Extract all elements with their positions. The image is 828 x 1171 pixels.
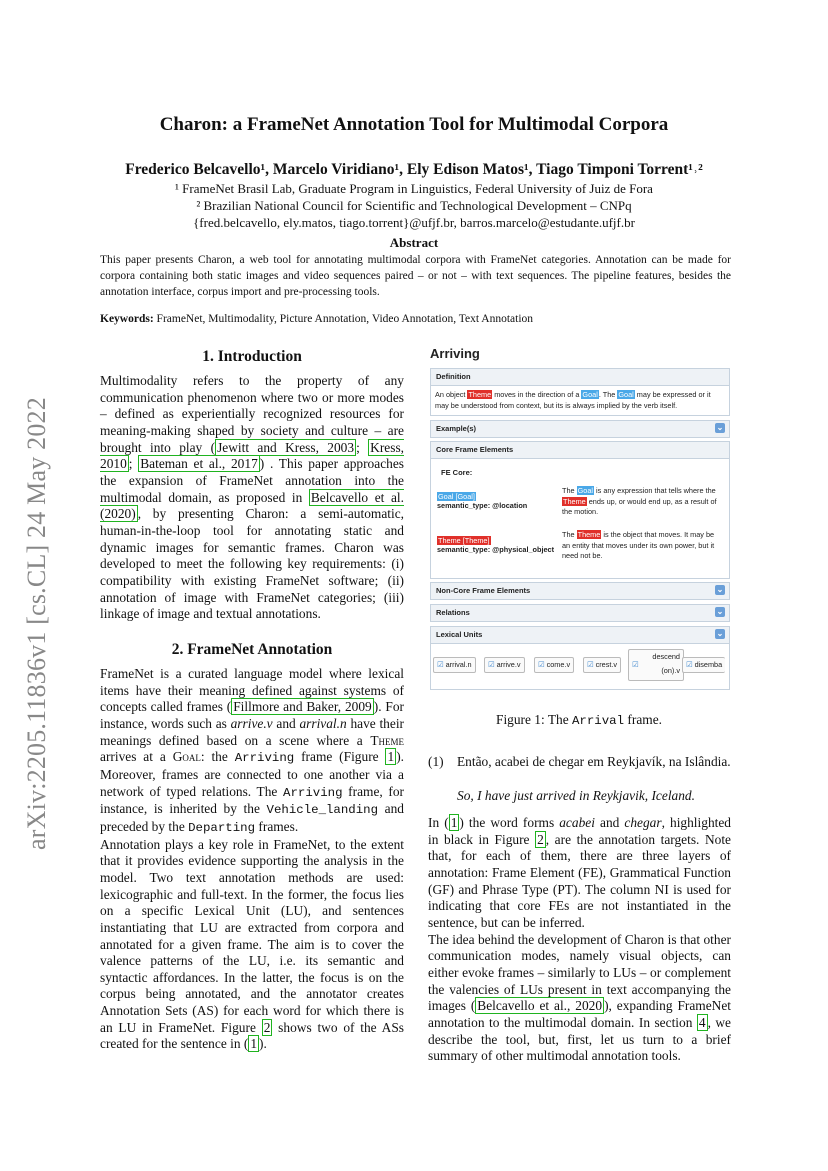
relations-panel[interactable] — [430, 604, 730, 622]
lu-button[interactable] — [433, 657, 476, 673]
right-column-body: In ( 1 ) the word forms acabei and chegar, highlighted in black in Figure 2 , are the annotation targets. Note that, for each of them, there are three layers of annotation: Frame Element (FE), Grammatical Function (GF) and Phrase Type (PT). The column NI is used for indicating that core FEs are not instantiated in the sentence, but can be inferred. The idea behind the development of Charon is that other communication modes, namely visual objects, can either evoke frames – similarly to LUs – or complement the valencies of LUs present in text accompanying the images ( Belcavello et al., 2020 ), expanding FrameNet annotation to the multimodal domain. In section 4 , we describe the tool, but, first, let us turn to a brief summary of other multimodal annotation tools. — [428, 815, 732, 1064]
edit-icon: ☑ — [587, 660, 594, 669]
goal-tag: Goal [Goal] — [438, 492, 475, 501]
core-label: Core Frame Elements — [431, 442, 729, 459]
collapse-icon[interactable]: ⌄ — [716, 629, 724, 638]
lu-button[interactable] — [628, 649, 684, 681]
edit-icon: ☑ — [686, 660, 693, 669]
lu-button[interactable] — [583, 657, 621, 673]
affiliation-2: ² Brazilian National Council for Scientific and Technological Development – CNPq — [196, 198, 632, 213]
keywords-label: Keywords: — [100, 313, 154, 325]
lu-label: arrive.v — [496, 660, 521, 669]
lu-button[interactable] — [534, 657, 574, 673]
core-frame-elements-panel — [430, 441, 730, 579]
relations-label: Relations — [436, 608, 470, 617]
lexical-units-label: Lexical Units — [436, 630, 483, 639]
caption-prefix: Figure 1: The — [496, 712, 572, 727]
keywords-text: FrameNet, Multimodality, Picture Annotation, Video Annotation, Text Annotation — [156, 313, 534, 325]
caption-suffix: frame. — [624, 712, 662, 727]
example-english: So, I have just arrived in Reykjavik, Iceland. — [457, 788, 695, 803]
noncore-label: Non-Core Frame Elements — [436, 586, 531, 595]
lu-button[interactable] — [484, 657, 525, 673]
affiliation-1: ¹ FrameNet Brasil Lab, Graduate Program in Linguistics, Federal University of Juiz de Fora — [175, 181, 653, 196]
frame-name: Arriving — [430, 346, 480, 361]
author-list: Frederico Belcavello¹, Marcelo Viridiano¹, Ely Edison Matos¹, Tiago Timponi Torrent¹˒² — [125, 161, 703, 178]
expand-icon[interactable]: ⌄ — [716, 423, 724, 432]
definition-label: Definition — [431, 369, 729, 386]
abstract-text: This paper presents Charon, a web tool for annotating multimodal corpora with FrameNet categories. Annotation can be made for corpora containing both static images and video sequences paired – or not – with text sequences. The pipeline features, besides the annotation interface, corpus import and pre-processing tools. — [100, 254, 731, 298]
edit-icon: ☑ — [437, 660, 444, 669]
theme-tag: Theme [Theme] — [438, 536, 490, 545]
lu-button[interactable] — [682, 657, 725, 673]
lexical-units-panel — [430, 626, 730, 690]
section-heading-introduction: 1. Introduction — [202, 348, 302, 365]
section-heading-framenet-annotation: 2. FrameNet Annotation — [171, 641, 333, 658]
theme-description: The Theme is the object that moves. It may be an entity that moves under its own power, but it need not be. — [562, 530, 715, 560]
paper-title: Charon: a FrameNet Annotation Tool for Multimodal Corpora — [159, 114, 669, 135]
figure-arriving-frame — [428, 346, 730, 692]
caption-frame: Arrival — [572, 714, 625, 728]
expand-icon[interactable]: ⌄ — [716, 585, 724, 594]
lu-label: come.v — [546, 660, 571, 669]
definition-panel — [430, 368, 730, 416]
introduction-body: Multimodality refers to the property of any communication phenomenon where two or more modes – defined as experientially recognized resources for meaning-making shaped by society and culture – are brought into play ( Jewitt and Kress, 2003 ; Kress, 2010 ; Bateman et al., 2017 ) . This paper approaches the expansion of FrameNet annotation into the multimodal domain, as proposed in Belcavello et al. (2020) , by presenting Charon: a semi-automatic, human-in-the-loop tool for annotating static and dynamic images for semantic frames. Charon was developed to meet the following key requirements: (i) compatibility with existing FrameNet software; (ii) annotation of image with FrameNet categories; (iii) linkage of image and textual annotations. — [100, 373, 404, 622]
framenet-annotation-body: FrameNet is a curated language model where lexical items have their meaning defined against systems of concepts called frames ( Fillmore and Baker, 2009 ). For instance, words such as arrive.v and arrival.n have their meanings defined based on a scene where a Theme arrives at a Goal: the Arriving frame (Figure 1 ). Moreover, frames are connected to one another via a network of typed relations. The Arriving frame, for instance, is inherited by the Vehicle_landing and preceded by the Departing frames. Annotation plays a key role in FrameNet, to the extent that it provides evidence supporting the analysis in the model. Two text annotation methods are used: lexicographic and full-text. In the former, the focus lies on a specific Lexical Unit (LU), and sentences instantiating that LU are extracted from corpora and annotated for a given frame. The aim is to cover the valence patterns of the LU, i.e. its semantic and syntactic affordances. In the latter, the focus is on the corpus being annotated, and the annotator creates Annotation Sets (AS) for each word for which there is an LU in FrameNet. Figure 2 shows two of the ASs created for the sentence in ( 1 ). — [100, 666, 404, 1052]
author-emails: {fred.belcavello, ely.matos, tiago.torrent}@ufjf.br, barros.marcelo@estudante.ufjf.br — [193, 215, 635, 230]
examples-label: Example(s) — [436, 424, 477, 433]
fe-core-label: FE Core: — [441, 468, 473, 477]
goal-description: The Goal is any expression that tells where the Theme ends up, or would end up, as a result of the motion. — [562, 486, 717, 516]
lu-label: crest.v — [595, 660, 618, 669]
abstract-heading: Abstract — [389, 235, 439, 250]
figure-caption — [428, 712, 730, 728]
edit-icon: ☑ — [538, 660, 545, 669]
goal-semantic-type: semantic_type: @location — [437, 501, 528, 510]
non-core-panel[interactable] — [430, 582, 730, 600]
expand-icon[interactable]: ⌄ — [716, 607, 724, 616]
keywords — [100, 313, 731, 325]
example-number: (1) — [428, 754, 444, 769]
lu-label: descend (on).v — [652, 652, 680, 675]
edit-icon: ☑ — [488, 660, 495, 669]
edit-icon: ☑ — [632, 660, 639, 669]
lu-label: arrival.n — [445, 660, 472, 669]
examples-panel[interactable] — [430, 420, 730, 438]
example-portuguese: Então, acabei de chegar em Reykjavík, na Islândia. — [457, 754, 731, 769]
arxiv-stamp: arXiv:2205.11836v1 [cs.CL] 24 May 2022 — [22, 397, 51, 850]
theme-semantic-type: semantic_type: @physical_object — [437, 545, 555, 554]
lu-label: disemba — [694, 660, 723, 669]
definition-text: An object Theme moves in the direction of a Goal. The Goal may be expressed or it may be understood from context, but its is always implied by the verb itself. — [435, 390, 711, 410]
